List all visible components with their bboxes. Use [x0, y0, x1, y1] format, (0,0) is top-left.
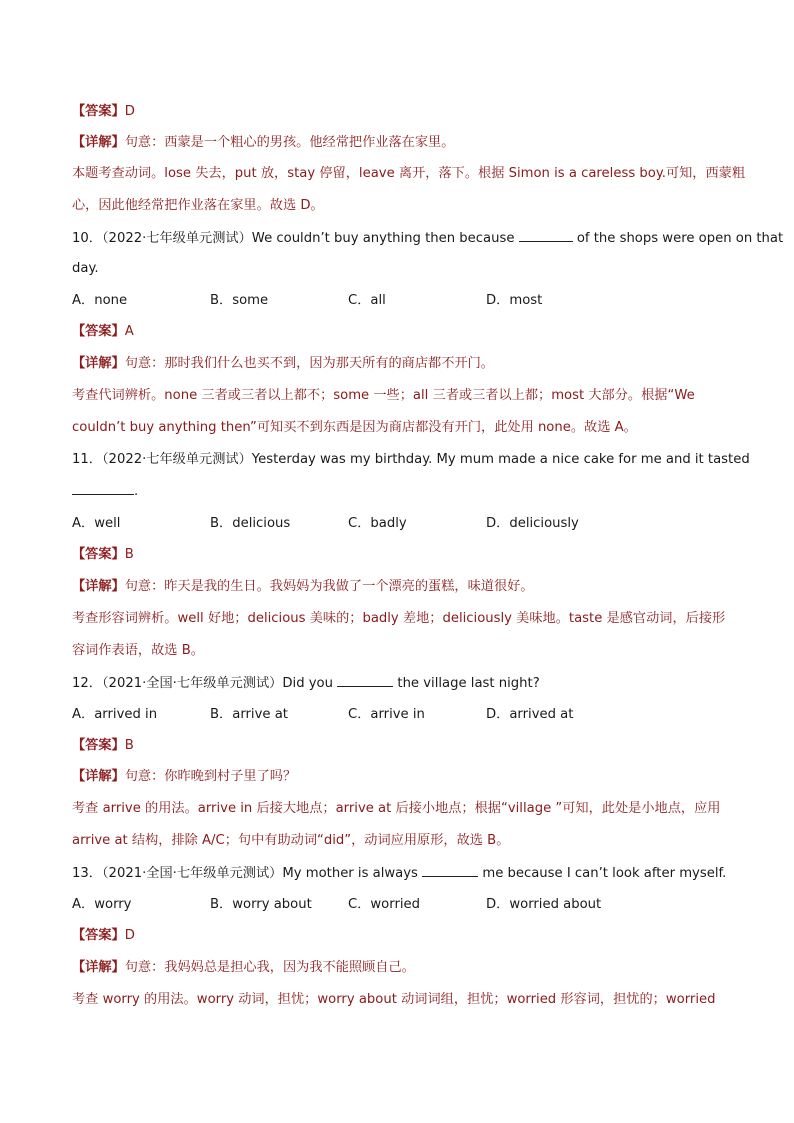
q13-option-a: A．worry	[72, 897, 132, 912]
q13-option-d: D．worried about	[486, 897, 602, 912]
q11-blank	[72, 481, 134, 495]
q10-option-c: C．all	[348, 293, 386, 308]
answer-label: 【答案】	[72, 738, 125, 753]
q13-option-c: C．worried	[348, 897, 421, 912]
q13-analysis-1: 考查 worry 的用法。worry 动词，担忧；worry about 动词词组，担忧；worried 形容词，担忧的；worried	[72, 992, 716, 1007]
q10-meaning: 句意：那时我们什么也买不到，因为那天所有的商店都不开门。	[124, 356, 494, 371]
q10-analysis-1: 考查代词辨析。none 三者或三者以上都不；some 一些；all 三者或三者以上都；most 大部分。根据“We	[72, 388, 695, 403]
q10-answer: A	[124, 324, 134, 339]
q11-option-d: D．deliciously	[486, 516, 579, 531]
explain-label: 【详解】	[72, 135, 125, 150]
q13-options	[72, 895, 724, 915]
q9-analysis-2: 心，因此他经常把作业落在家里。故选 D。	[72, 198, 324, 213]
q12-blank	[337, 673, 393, 687]
q13-option-b: B．worry about	[210, 897, 312, 912]
q11-options	[72, 514, 724, 534]
q13-answer: D	[124, 928, 135, 943]
q12-option-c: C．arrive in	[348, 707, 425, 722]
q12-option-a: A．arrived in	[72, 707, 158, 722]
q10-meaning-line	[72, 354, 494, 374]
q12-stem-prefix: 12．（2021·全国·七年级单元测试）Did you	[72, 676, 333, 691]
q13-stem-prefix: 13．（2021·全国·七年级单元测试）My mother is always	[72, 866, 418, 881]
q9-analysis-1: 本题考查动词。lose 失去，put 放，stay 停留，leave 离开，落下。根据 Simon is a careless boy.可知，西蒙粗	[72, 166, 746, 181]
q12-stem	[72, 673, 540, 694]
answer-label: 【答案】	[72, 324, 125, 339]
q12-meaning-line	[72, 767, 296, 787]
q11-meaning-line	[72, 577, 534, 597]
q11-stem: 11．（2022·七年级单元测试）Yesterday was my birthday. My mum made a nice cake for me and it tasted	[72, 452, 750, 467]
q10-stem-suffix: of the shops were open on that	[576, 231, 784, 246]
q11-answer-line	[72, 545, 134, 565]
q10-option-b: B．some	[210, 293, 269, 308]
explain-label: 【详解】	[72, 769, 125, 784]
q10-analysis-2: couldn’t buy anything then”可知买不到东西是因为商店都没有开门，此处用 none。故选 A。	[72, 420, 637, 435]
q9-answer: D	[124, 104, 135, 119]
q10-stem-line2: day.	[72, 261, 99, 276]
q13-stem-suffix: me because I can’t look after myself.	[482, 866, 727, 881]
q9-answer-line	[72, 102, 135, 122]
q12-answer: B	[124, 738, 134, 753]
q13-meaning-line	[72, 958, 415, 978]
q9-meaning: 句意：西蒙是一个粗心的男孩。他经常把作业落在家里。	[124, 135, 455, 150]
q12-options	[72, 705, 724, 725]
q12-meaning: 句意：你昨晚到村子里了吗？	[124, 769, 297, 784]
q13-answer-line	[72, 926, 135, 946]
q11-option-c: C．badly	[348, 516, 407, 531]
explain-label: 【详解】	[72, 579, 125, 594]
q13-stem	[72, 863, 726, 884]
q12-analysis-2: arrive at 结构，排除 A/C；句中有助动词“did”，动词应用原形，故选 B。	[72, 833, 510, 848]
q10-blank	[519, 228, 573, 242]
q11-option-a: A．well	[72, 516, 121, 531]
q10-option-d: D．most	[486, 293, 543, 308]
q11-answer: B	[124, 547, 134, 562]
answer-label: 【答案】	[72, 104, 125, 119]
q10-options	[72, 291, 724, 311]
q12-option-d: D．arrived at	[486, 707, 574, 722]
q12-answer-line	[72, 736, 134, 756]
q11-analysis-1: 考查形容词辨析。well 好地；delicious 美味的；badly 差地；deliciously 美味地。taste 是感官动词，后接形	[72, 611, 726, 626]
q11-stem-line2: .	[72, 481, 138, 502]
q11-meaning: 句意：昨天是我的生日。我妈妈为我做了一个漂亮的蛋糕，味道很好。	[124, 579, 534, 594]
q12-option-b: B．arrive at	[210, 707, 288, 722]
explain-label: 【详解】	[72, 356, 125, 371]
q10-stem	[72, 228, 783, 249]
q9-meaning-line	[72, 133, 454, 153]
q13-meaning: 句意：我妈妈总是担心我，因为我不能照顾自己。	[124, 960, 415, 975]
q11-analysis-2: 容词作表语，故选 B。	[72, 643, 204, 658]
q10-stem-prefix: 10．（2022·七年级单元测试）We couldn’t buy anything then because	[72, 231, 515, 246]
q12-analysis-1: 考查 arrive 的用法。arrive in 后接大地点；arrive at 后接小地点；根据“village ”可知，此处是小地点，应用	[72, 801, 721, 816]
q10-option-a: A．none	[72, 293, 128, 308]
q10-answer-line	[72, 322, 134, 342]
q11-option-b: B．delicious	[210, 516, 291, 531]
answer-label: 【答案】	[72, 547, 125, 562]
q13-blank	[422, 863, 478, 877]
answer-label: 【答案】	[72, 928, 125, 943]
explain-label: 【详解】	[72, 960, 125, 975]
q12-stem-suffix: the village last night?	[397, 676, 540, 691]
